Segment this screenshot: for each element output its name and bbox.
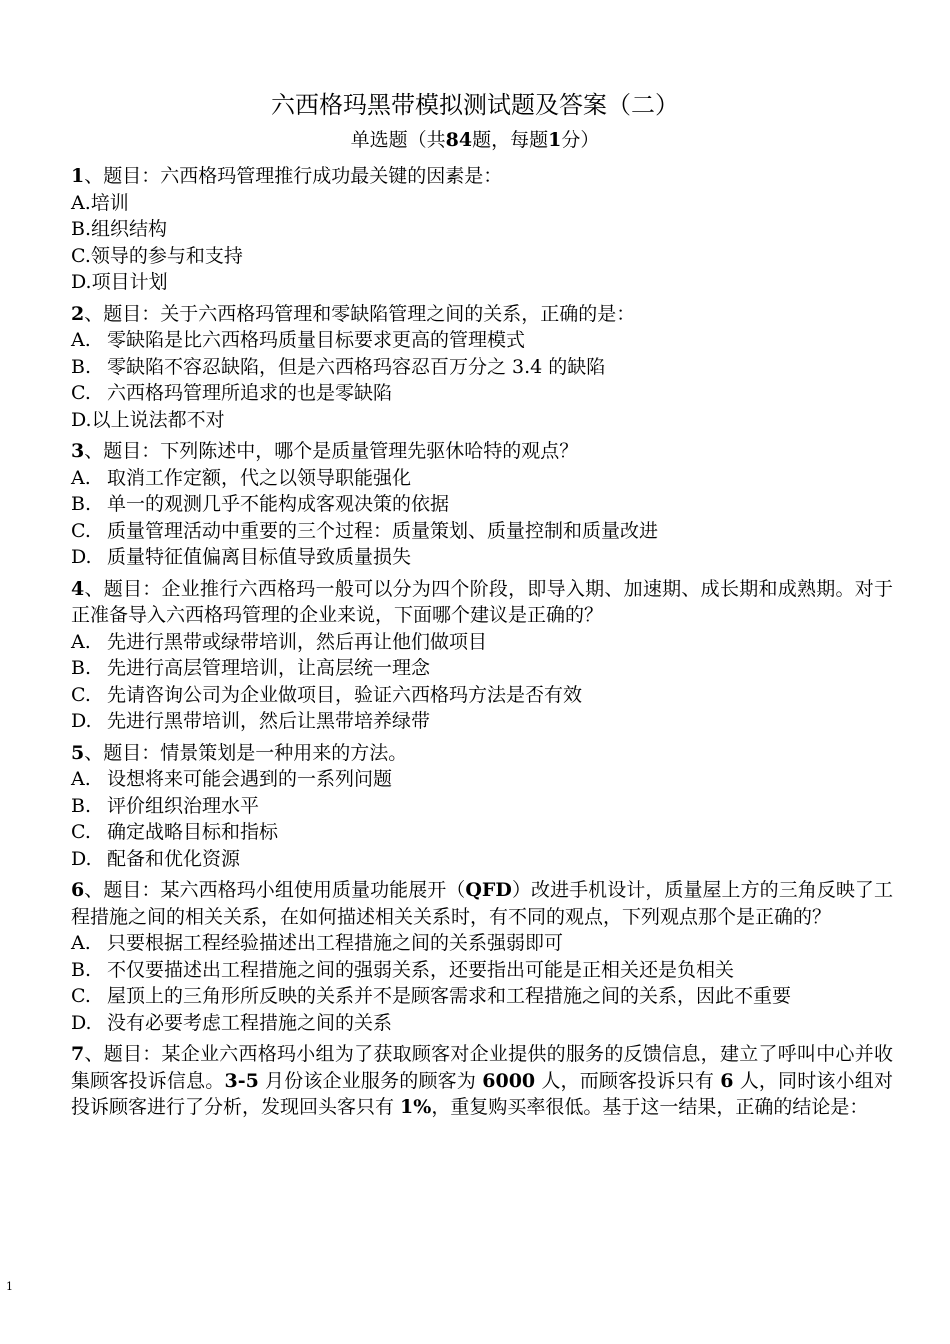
option-text: 领导的参与和支持 (90, 244, 243, 267)
answer-option (71, 380, 893, 407)
option-text: 设想将来可能会遇到的一系列问题 (107, 768, 393, 790)
option-text: 质量特征值偏离目标值导致质量损失 (107, 546, 412, 568)
option-text: 组织结构 (91, 218, 168, 240)
question-number: 7 (71, 1043, 85, 1065)
option-text: 六西格玛管理所追求的也是零缺陷 (107, 382, 393, 404)
option-text: 没有必要考虑工程措施之间的关系 (107, 1011, 393, 1034)
question-text: 人，同时该小组对投诉顾客进行了分析，发现回头客只有 (71, 1069, 893, 1118)
answer-option (71, 269, 893, 296)
option-letter: B. (71, 355, 92, 378)
question-item (71, 740, 893, 873)
question-stem (71, 740, 893, 767)
option-letter: C. (71, 985, 91, 1007)
option-letter: B. (71, 958, 92, 981)
answer-option (71, 327, 893, 354)
question-text: 6 (720, 1069, 734, 1092)
option-text: 质量管理活动中重要的三个过程：质量策划、质量控制和质量改进 (107, 519, 659, 542)
answer-option (71, 682, 893, 709)
answer-option (71, 629, 893, 656)
question-score: 1 (548, 129, 562, 151)
question-text: QFD (465, 879, 512, 901)
question-stem (71, 877, 893, 930)
option-text: 评价组织治理水平 (107, 794, 260, 817)
answer-option (71, 766, 893, 793)
answer-option (71, 655, 893, 682)
option-letter: B. (71, 218, 92, 240)
question-text: 月份该企业服务的顾客为 (258, 1069, 483, 1092)
option-letter: A. (71, 466, 91, 489)
option-letter: D. (71, 408, 92, 431)
option-text: 取消工作定额，代之以领导职能强化 (107, 466, 412, 489)
option-text: 先进行高层管理培训，让高层统一理念 (107, 657, 431, 679)
answer-option (71, 846, 893, 873)
question-text: 人，而顾客投诉只有 (535, 1069, 721, 1092)
answer-option (71, 793, 893, 820)
answer-option (71, 957, 893, 984)
subtitle-suffix: 分） (561, 129, 600, 151)
option-text: 先进行黑带或绿带培训，然后再让他们做项目 (107, 630, 488, 653)
option-letter: A. (71, 768, 91, 790)
option-text: 零缺陷不容忍缺陷，但是六西格玛容忍百万分之 3.4 的缺陷 (107, 355, 606, 378)
option-text: 先进行黑带培训，然后让黑带培养绿带 (107, 710, 431, 732)
answer-option (71, 1010, 893, 1037)
question-number: 1 (71, 165, 85, 187)
question-text: 6000 (482, 1069, 536, 1092)
question-item (71, 438, 893, 571)
option-letter: D. (71, 847, 92, 870)
question-text: ，重复购买率很低。基于这一结果，正确的结论是： (431, 1096, 869, 1118)
answer-option (71, 190, 893, 217)
question-stem (71, 163, 893, 190)
answer-option (71, 930, 893, 957)
option-letter: A. (71, 932, 91, 954)
option-letter: C. (71, 821, 91, 843)
option-text: 配备和优化资源 (107, 847, 241, 870)
question-text: ）改进手机设计，质量屋上方的三角反映了工程措施之间的相关关系，在如何描述相关关系时，有不同的观点，下列观点那个是正确的？ (71, 879, 893, 928)
option-letter: C. (71, 382, 91, 404)
question-number: 4 (71, 577, 85, 600)
question-stem (71, 576, 893, 629)
question-text: 、题目：六西格玛管理推行成功最关键的因素是： (84, 165, 503, 187)
option-text: 单一的观测几乎不能构成客观决策的依据 (107, 493, 450, 515)
question-stem (71, 301, 893, 328)
option-letter: D. (71, 271, 92, 293)
option-text: 先请咨询公司为企业做项目，验证六西格玛方法是否有效 (107, 683, 583, 706)
answer-option (71, 465, 893, 492)
question-number: 6 (71, 879, 85, 901)
question-text: 1% (400, 1096, 432, 1118)
option-letter: B. (71, 493, 92, 515)
question-number: 3 (71, 440, 85, 462)
option-letter: B. (71, 657, 92, 679)
answer-option (71, 544, 893, 571)
answer-option (71, 491, 893, 518)
option-letter: D. (71, 1011, 92, 1034)
question-text: 、题目：某六西格玛小组使用质量功能展开（ (84, 879, 466, 901)
option-letter: C. (71, 244, 91, 267)
question-stem (71, 438, 893, 465)
option-letter: C. (71, 683, 91, 706)
answer-option (71, 518, 893, 545)
question-item (71, 877, 893, 1036)
page-number: 1 (6, 1280, 13, 1293)
question-text: 、题目：下列陈述中，哪个是质量管理先驱休哈特的观点？ (84, 440, 579, 462)
option-letter: C. (71, 519, 91, 542)
question-stem (71, 1041, 893, 1121)
option-text: 不仅要描述出工程措施之间的强弱关系，还要指出可能是正相关还是负相关 (107, 958, 735, 981)
option-text: 培训 (90, 191, 129, 214)
question-item (71, 163, 893, 296)
question-number: 2 (71, 302, 85, 325)
option-letter: A. (71, 329, 91, 351)
option-letter: A. (71, 191, 91, 214)
option-text: 项目计划 (91, 271, 168, 293)
option-letter: D. (71, 546, 92, 568)
answer-option (71, 819, 893, 846)
answer-option (71, 983, 893, 1010)
question-list (71, 163, 893, 1126)
question-item (71, 576, 893, 735)
question-text: 、题目：关于六西格玛管理和零缺陷管理之间的关系，正确的是： (84, 302, 636, 325)
option-text: 确定战略目标和指标 (107, 821, 279, 843)
subtitle-middle: 题，每题 (472, 129, 549, 151)
question-number: 5 (71, 741, 85, 764)
option-text: 以上说法都不对 (91, 408, 225, 431)
option-text: 只要根据工程经验描述出工程措施之间的关系强弱即可 (107, 932, 564, 954)
answer-option (71, 354, 893, 381)
question-text: 、题目：某企业六西格玛小组为了获取顾客对企业提供的服务的反馈信息，建立了呼叫中心并收集顾客投诉信息。 (71, 1043, 893, 1092)
question-text: 、题目：情景策划是一种用来的方法。 (84, 741, 408, 764)
option-text: 零缺陷是比六西格玛质量目标要求更高的管理模式 (107, 329, 526, 351)
document-subtitle (0, 126, 950, 154)
question-text: 、题目：企业推行六西格玛一般可以分为四个阶段，即导入期、加速期、成长期和成熟期。对于正准备导入六西格玛管理的企业来说，下面哪个建议是正确的？ (71, 577, 893, 626)
subtitle-prefix: 单选题（共 (350, 129, 446, 151)
question-item (71, 1041, 893, 1121)
option-letter: B. (71, 794, 92, 817)
question-count: 84 (445, 129, 473, 151)
answer-option (71, 708, 893, 735)
question-text: 3-5 (224, 1069, 259, 1092)
question-item (71, 301, 893, 434)
option-letter: A. (71, 630, 91, 653)
answer-option (71, 407, 893, 434)
option-text: 屋顶上的三角形所反映的关系并不是顾客需求和工程措施之间的关系，因此不重要 (107, 985, 792, 1007)
answer-option (71, 216, 893, 243)
document-title: 六西格玛黑带模拟测试题及答案（二） (271, 91, 679, 119)
option-letter: D. (71, 710, 92, 732)
answer-option (71, 243, 893, 270)
